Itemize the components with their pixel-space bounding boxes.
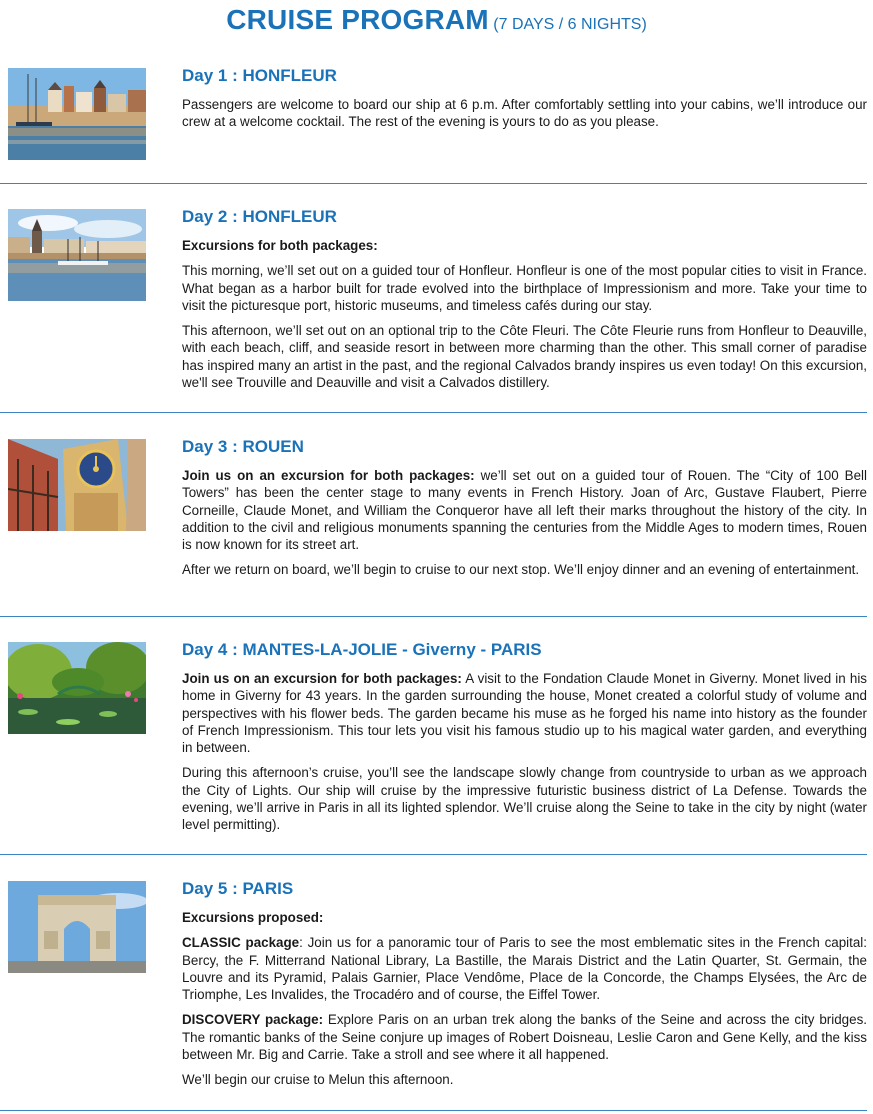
day-4-content: [182, 640, 867, 842]
day-4-paragraph-1-bold: Join us on an excursion for both packages:: [182, 671, 462, 686]
divider: [0, 854, 867, 855]
day-3-content: [182, 437, 867, 587]
day-5-heading: Day 5 : PARIS: [182, 879, 294, 898]
day-2-lead: Excursions for both packages:: [182, 238, 378, 253]
day-2-paragraph-1: This morning, we’ll set out on a guided tour of Honfleur. Honfleur is one of the most popular cities to visit in France. What began as a harbor built for trade evolved into the birthplace of Impressionism and more. Take your time to visit the picturesque port, historic museums, and timeless cafés during our stay.: [182, 263, 867, 313]
day-5-lead: Excursions proposed:: [182, 910, 324, 925]
title-main: CRUISE PROGRAM: [226, 4, 489, 35]
day-3-paragraph-1-text: we’ll set out on a guided tour of Rouen. The “City of 100 Bell Towers” has been the center stage to many events in French History. Joan of Arc, Gustave Flaubert, Pierre Corneille, Claude Monet, and William the Conqueror have all left their marks throughout the history of the city. In addition to the civil and religious monuments spanning the centuries from the Middle Ages to modern times, Rouen is now known for its street art.: [182, 468, 867, 553]
divider: [0, 412, 867, 413]
day-3-heading: Day 3 : ROUEN: [182, 437, 304, 456]
day-4-heading: Day 4 : MANTES-LA-JOLIE - Giverny - PARIS: [182, 640, 542, 659]
classic-package-label: CLASSIC package: [182, 935, 300, 951]
discovery-package-label: DISCOVERY package:: [182, 1012, 324, 1028]
giverny-garden-photo: [8, 642, 146, 734]
rouen-clock-photo: [8, 439, 146, 531]
day-2-content: [182, 207, 867, 399]
day-1-paragraph: Passengers are welcome to board our ship at 6 p.m. After comfortably settling into your cabins, we’ll introduce our crew at a welcome cocktail. The rest of the evening is yours to do as you please.: [182, 97, 867, 130]
day-2-heading: Day 2 : HONFLEUR: [182, 207, 337, 226]
day-5-content: [182, 879, 867, 1097]
day-3-paragraph-1-bold: Join us on an excursion for both packages:: [182, 468, 475, 483]
discovery-package-text: Explore Paris on an urban trek along the banks of the Seine and across the city bridges. The romantic banks of the Seine conjure up images of Robert Doisneau, Leslie Caron and Gene Kelly, and the kiss between Mr. Big and Carrie. Take a stroll and see where it all happened.: [182, 1012, 867, 1063]
day-4-paragraph-1: [182, 670, 867, 756]
classic-package-text: : Join us for a panoramic tour of Paris to see the most emblematic sites in the French capital: Bercy, the F. Mitterrand National Library, La Bastille, the Marais District and the Latin Quarter, St. Germain, the Louvre and its Pyramid, Palais Garnier, Place Vendôme, Place de la Concorde, the Champs Elysées, the Arc de Triomphe, Les Invalides, the Trocadéro and of course, the Eiffel Tower.: [182, 935, 867, 1003]
divider: [0, 616, 867, 617]
day-4-paragraph-2: During this afternoon’s cruise, you’ll see the landscape slowly change from countryside to urban as we approach the City of Lights. Our ship will cruise by the impressive futuristic business district of La Defense. Towards the evening, we’ll arrive in Paris in all its lighted splendor. We’ll cruise along the Seine to take in the city by night (water level permitting).: [182, 765, 867, 833]
page-title: [0, 4, 873, 36]
honfleur-harbor-photo: [8, 68, 146, 160]
title-subtitle: (7 DAYS / 6 NIGHTS): [493, 16, 647, 33]
day-3-paragraph-1: [182, 467, 867, 553]
arc-de-triomphe-photo: [8, 881, 146, 973]
day-1-content: [182, 66, 867, 139]
day-5-classic-paragraph: [182, 934, 867, 1003]
day-5-paragraph-3: We’ll begin our cruise to Melun this afternoon.: [182, 1072, 454, 1088]
day-5-discovery-paragraph: [182, 1011, 867, 1063]
honfleur-port-photo: [8, 209, 146, 301]
day-2-paragraph-2: This afternoon, we’ll set out on an optional trip to the Côte Fleuri. The Côte Fleurie runs from Honfleur to Deauville, with each beach, cliff, and seaside resort in between more charming than the other. This small corner of paradise has inspired many an artist in the past, and the regional Calvados brandy inspires us even today! On this excursion, we'll see Trouville and Deauville and visit a Calvados distillery.: [182, 323, 867, 391]
day-1-heading: Day 1 : HONFLEUR: [182, 66, 337, 85]
divider: [0, 1110, 867, 1111]
divider: [0, 183, 867, 184]
day-3-paragraph-2: After we return on board, we’ll begin to cruise to our next stop. We’ll enjoy dinner and an evening of entertainment.: [182, 562, 860, 578]
day-4-paragraph-1-text: A visit to the Fondation Claude Monet in Giverny. Monet lived in his home in Giverny for 43 years. In the garden surrounding the house, Monet created a colorful study of volume and perspectives with his flower beds. The garden became his muse as he forged his name into history as the founder of French Impressionism. This tour lets you visit his famous studio up to his magical water garden, and everything in between.: [182, 671, 867, 756]
